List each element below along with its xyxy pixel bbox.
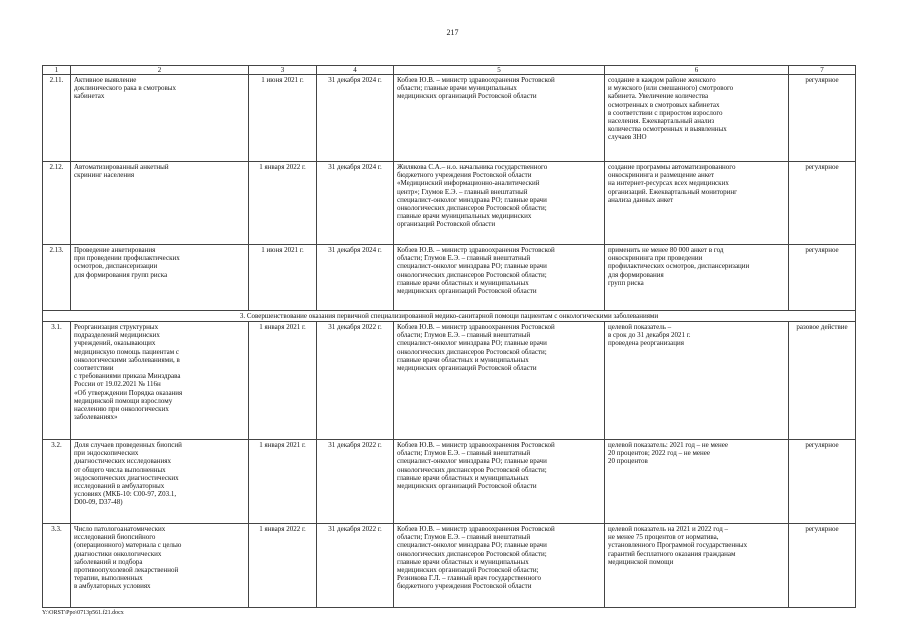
start-date: 1 июня 2021 г.	[249, 75, 317, 162]
responsible: Кобзев Ю.В. – министр здравоохранения Ростовской области; Глумов Е.Э. – главный внештатный специалист-онколог минздрава РО; главные врачи онкологических диспансеров Ростовской области; главные врачи областных и муниципальных медицинских организаций Ростовской области	[394, 440, 605, 524]
start-date: 1 января 2022 г.	[249, 162, 317, 245]
result: целевой показатель – в срок до 31 декабря 2021 г. проведена реорганизация	[605, 322, 789, 440]
result: целевой показатель: 2021 год – не менее 20 процентов; 2022 год – не менее 20 процентов	[605, 440, 789, 524]
item-number: 2.13.	[43, 245, 71, 311]
result: применить не менее 80 000 анкет в год онкоскрининга при проведении профилактических осмотров, диспансеризации для формирования групп риска	[605, 245, 789, 311]
column-number: 1	[43, 66, 71, 75]
responsible: Жилякова С.А.– н.о. начальника государственного бюджетного учреждения Ростовской области «Медицинский информационно-аналитический центр»; Глумов Е.Э. – главный внештатный специалист-онколог минздрава РО; главные врачи онкологических диспансеров Ростовской области; главные врачи муниципальных медицинских организаций Ростовской области	[394, 162, 605, 245]
responsible: Кобзев Ю.В. – министр здравоохранения Ростовской области; Глумов Е.Э. – главный внештатный специалист-онколог минздрава РО; главные врачи онкологических диспансеров Ростовской области; главные врачи областных и муниципальных медицинских организаций Ростовской области	[394, 322, 605, 440]
result: создание программы автоматизированного онкоскрининга и размещение анкет на интернет-ресурсах всех медицинских организаций. Ежеквартальный мониторинг анализа данных анкет	[605, 162, 789, 245]
table-row	[43, 524, 856, 608]
action-type: регулярное	[789, 440, 856, 524]
action-type: регулярное	[789, 524, 856, 608]
table-row	[43, 440, 856, 524]
end-date: 31 декабря 2022 г.	[317, 322, 394, 440]
section-title: 3. Совершенствование оказания первичной специализированной медико-санитарной помощи пациентам с онкологическими заболеваниями	[43, 311, 856, 322]
column-number: 5	[394, 66, 605, 75]
start-date: 1 января 2021 г.	[249, 440, 317, 524]
responsible: Кобзев Ю.В. – министр здравоохранения Ростовской области; главные врачи муниципальных медицинских организаций Ростовской области	[394, 75, 605, 162]
section-heading-row	[43, 311, 856, 322]
result: создание в каждом районе женского и мужского (или смешанного) смотрового кабинета. Увеличение количества осмотренных в смотровых кабинетах в соответствии с приростом взрослого населения. Ежеквартальный анализ количества осмотренных и выявленных случаев ЗНО	[605, 75, 789, 162]
action-type: регулярное	[789, 245, 856, 311]
action-type: регулярное	[789, 162, 856, 245]
item-name: Активное выявление доклинического рака в смотровых кабинетах	[71, 75, 249, 162]
start-date: 1 января 2022 г.	[249, 524, 317, 608]
action-plan-table	[42, 65, 856, 608]
item-name: Автоматизированный анкетный скрининг населения	[71, 162, 249, 245]
action-type: регулярное	[789, 75, 856, 162]
start-date: 1 января 2021 г.	[249, 322, 317, 440]
table-row	[43, 162, 856, 245]
column-number: 4	[317, 66, 394, 75]
responsible: Кобзев Ю.В. – министр здравоохранения Ростовской области; Глумов Е.Э. – главный внештатный специалист-онколог минздрава РО; главные врачи онкологических диспансеров Ростовской области; главные врачи областных и муниципальных медицинских организаций Ростовской области	[394, 245, 605, 311]
item-number: 3.1.	[43, 322, 71, 440]
table-row	[43, 322, 856, 440]
item-number: 2.11.	[43, 75, 71, 162]
item-name: Доля случаев проведенных биопсий при эндоскопических диагностических исследованиях от общего числа выполненных эндоскопических диагностических исследований в амбулаторных условиях (МКБ-10: С00-97, Z03.1, D00-09, D37-48)	[71, 440, 249, 524]
start-date: 1 июня 2021 г.	[249, 245, 317, 311]
table-row	[43, 75, 856, 162]
responsible: Кобзев Ю.В. – министр здравоохранения Ростовской области; Глумов Е.Э. – главный внештатный специалист-онколог минздрава РО; главные врачи онкологических диспансеров Ростовской области; главные врачи областных и муниципальных медицинских организаций Ростовской области; Резникова Г.Л. – главный врач государственного бюджетного учреждения Ростовской области	[394, 524, 605, 608]
end-date: 31 декабря 2024 г.	[317, 245, 394, 311]
end-date: 31 декабря 2024 г.	[317, 75, 394, 162]
item-number: 3.3.	[43, 524, 71, 608]
result: целевой показатель на 2021 и 2022 год – не менее 75 процентов от норматива, установленного Программой государственных гарантий бесплатного оказания гражданам медицинской помощи	[605, 524, 789, 608]
action-type: разовое действие	[789, 322, 856, 440]
file-path-footer: Y:\ORST\Ppo\0713p561.f21.docx	[42, 610, 124, 616]
end-date: 31 декабря 2024 г.	[317, 162, 394, 245]
column-number: 2	[71, 66, 249, 75]
end-date: 31 декабря 2022 г.	[317, 440, 394, 524]
column-number: 7	[789, 66, 856, 75]
end-date: 31 декабря 2022 г.	[317, 524, 394, 608]
item-number: 2.12.	[43, 162, 71, 245]
item-number: 3.2.	[43, 440, 71, 524]
table-row	[43, 245, 856, 311]
item-name: Реорганизация структурных подразделений медицинских учреждений, оказывающих медицинскую помощь пациентам с онкологическими заболеваниями, в соответствии с требованиями приказа Минздрава России от 19.02.2021 № 116н «Об утверждении Порядка оказания медицинской помощи взрослому населению при онкологических заболеваниях»	[71, 322, 249, 440]
item-name: Проведение анкетирования при проведении профилактических осмотров, диспансеризации для формирования групп риска	[71, 245, 249, 311]
item-name: Число патологоанатомических исследований биопсийного (операционного) материала с целью диагностики онкологических заболеваний и подбора противоопухолевой лекарственной терапии, выполненных в амбулаторных условиях	[71, 524, 249, 608]
column-number: 6	[605, 66, 789, 75]
page-number: 217	[446, 28, 459, 37]
column-number-row	[43, 66, 856, 75]
column-number: 3	[249, 66, 317, 75]
